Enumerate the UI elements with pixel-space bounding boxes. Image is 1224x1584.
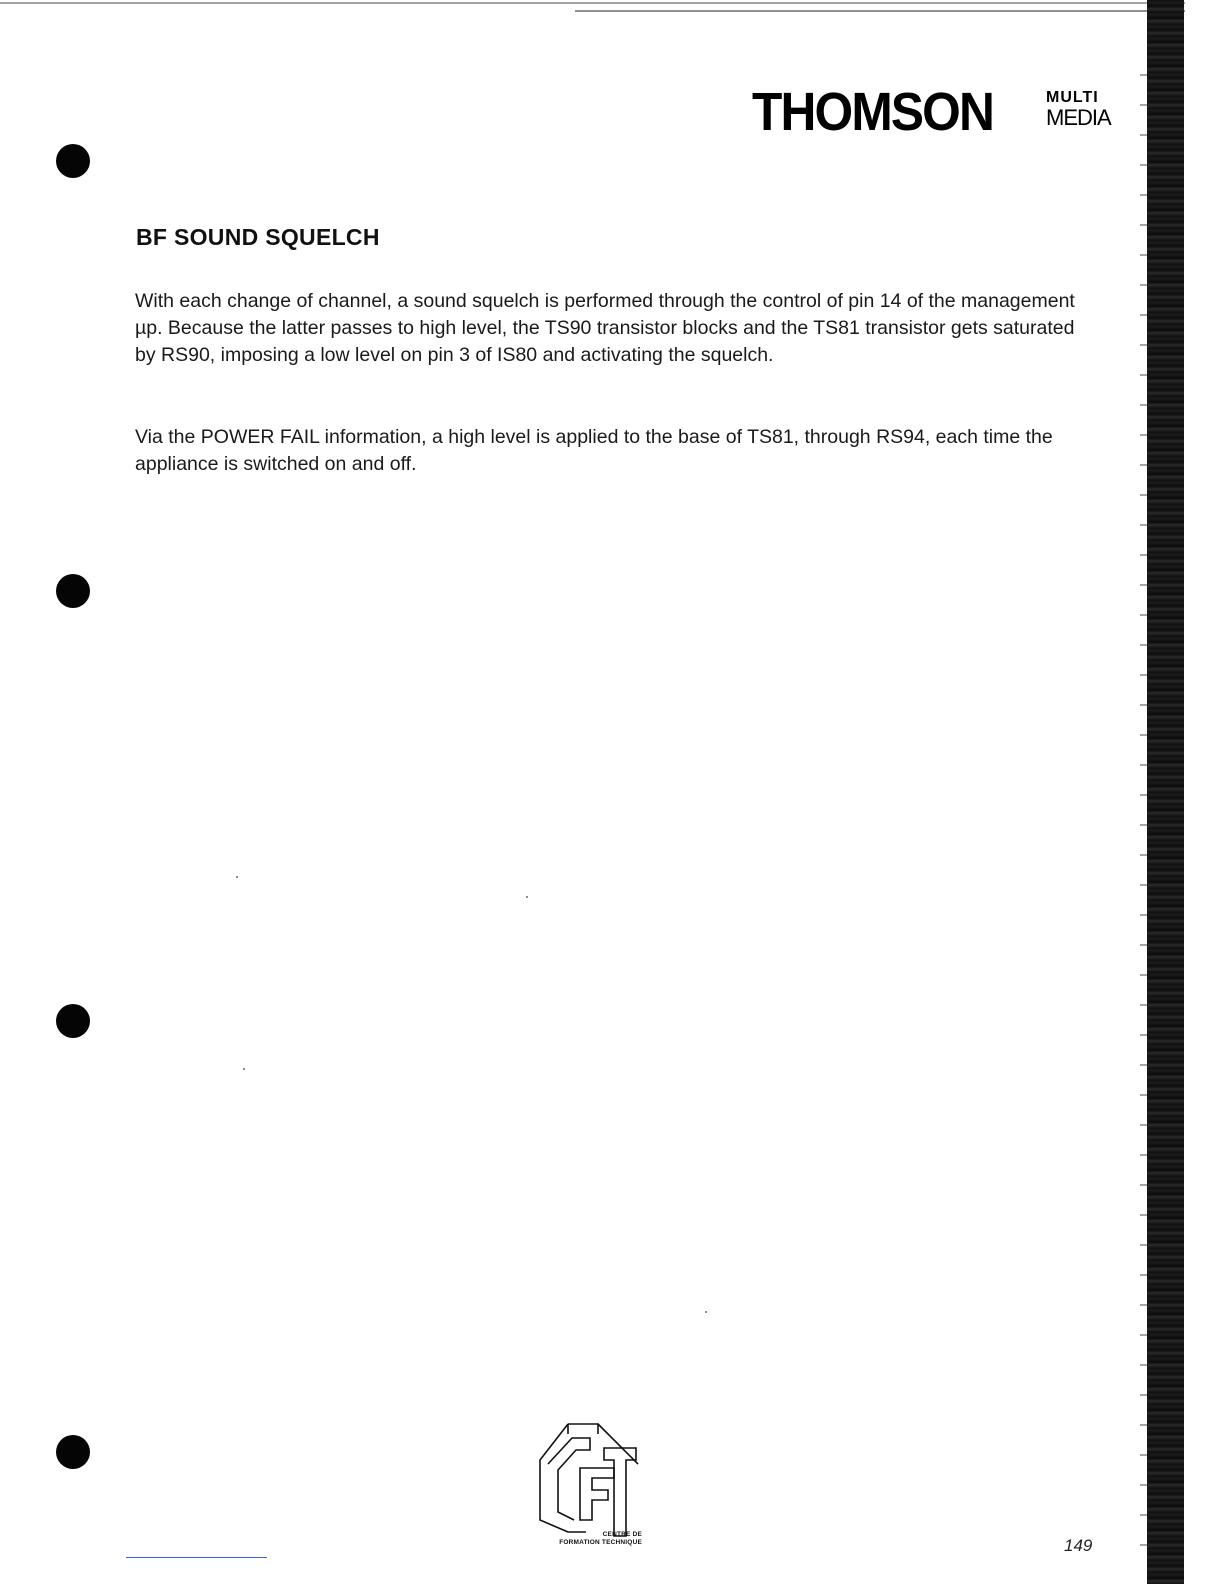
punch-hole-1	[56, 144, 90, 178]
logo-sub-top: MULTI	[1046, 89, 1099, 106]
paragraph-1: With each change of channel, a sound squelch is performed through the control of pin 14 of the management µp. Because the latter passes to high level, the TS90 transistor blocks and the TS81 transistor gets saturated by RS90, imposing a low level on pin 3 of IS80 and activating the squelch.	[135, 290, 1075, 366]
punch-hole-3	[56, 1004, 90, 1038]
cft-caption	[530, 1531, 642, 1547]
footer-rule	[126, 1557, 267, 1558]
logo-multimedia	[1046, 88, 1111, 130]
cft-caption-line1: CENTRE DE	[602, 1531, 642, 1538]
logo-sub-bottom: MEDIA	[1046, 105, 1111, 130]
punch-hole-2	[56, 574, 90, 608]
logo-brand-text: THOMSON	[752, 82, 994, 142]
scan-speck	[526, 896, 528, 898]
section-heading: BF SOUND SQUELCH	[136, 224, 380, 250]
cft-logo-icon	[528, 1420, 658, 1580]
scan-binding-shadow	[1147, 0, 1184, 1584]
scan-speck	[236, 876, 238, 878]
paragraph-2: Via the POWER FAIL information, a high level is applied to the base of TS81, through RS94, each time the appliance is switched on and off.	[135, 426, 1053, 475]
scan-binding-edge	[1140, 60, 1148, 1570]
punch-hole-4	[56, 1435, 90, 1469]
thomson-multimedia-logo	[752, 82, 1111, 142]
scan-top-edge-shadow	[575, 10, 1185, 12]
cft-caption-line2: FORMATION TECHNIQUE	[559, 1539, 642, 1546]
scan-speck	[705, 1311, 707, 1313]
page-number: 149	[1064, 1536, 1093, 1555]
scan-speck	[243, 1068, 245, 1070]
scan-top-edge	[0, 2, 1185, 4]
